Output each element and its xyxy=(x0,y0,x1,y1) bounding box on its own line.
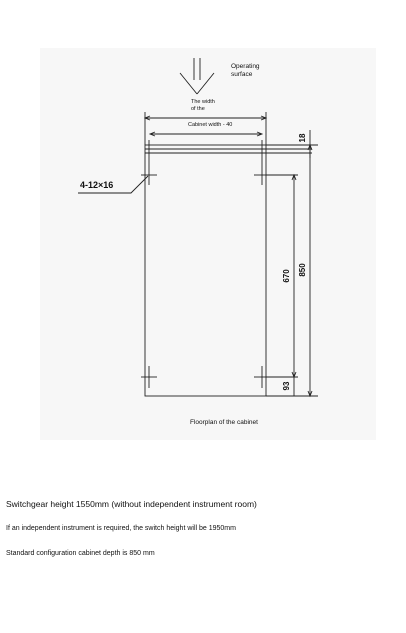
switchgear-height-note: Switchgear height 1550mm (without independent instrument room) xyxy=(6,499,257,509)
dimension-850 xyxy=(308,145,312,396)
instrument-height-note: If an independent instrument is required, the switch height will be 1950mm xyxy=(6,525,236,532)
cabinet-outline xyxy=(145,145,266,396)
diagram-caption: Floorplan of the cabinet xyxy=(190,419,258,426)
dimension-18-label: 18 xyxy=(298,133,307,143)
cabinet-width-dimension xyxy=(150,132,262,136)
dimension-850-label: 850 xyxy=(298,263,307,277)
operating-surface-arrow-icon xyxy=(180,58,214,94)
operating-surface-label: Operating surface xyxy=(231,63,260,78)
dimension-670 xyxy=(292,175,296,377)
mounting-hole-icon xyxy=(141,366,157,388)
dimension-93-label: 93 xyxy=(282,381,291,391)
hole-spec-label: 4-12×16 xyxy=(80,180,114,190)
width-dimension xyxy=(145,112,266,145)
mounting-hole-icon xyxy=(141,140,157,185)
width-label: The width of the xyxy=(191,99,215,112)
cabinet-depth-note: Standard configuration cabinet depth is 850 mm xyxy=(6,550,155,557)
dimension-670-label: 670 xyxy=(282,269,291,283)
cabinet-width-label: Cabinet width - 40 xyxy=(188,122,233,128)
mounting-hole-icon xyxy=(254,140,270,185)
